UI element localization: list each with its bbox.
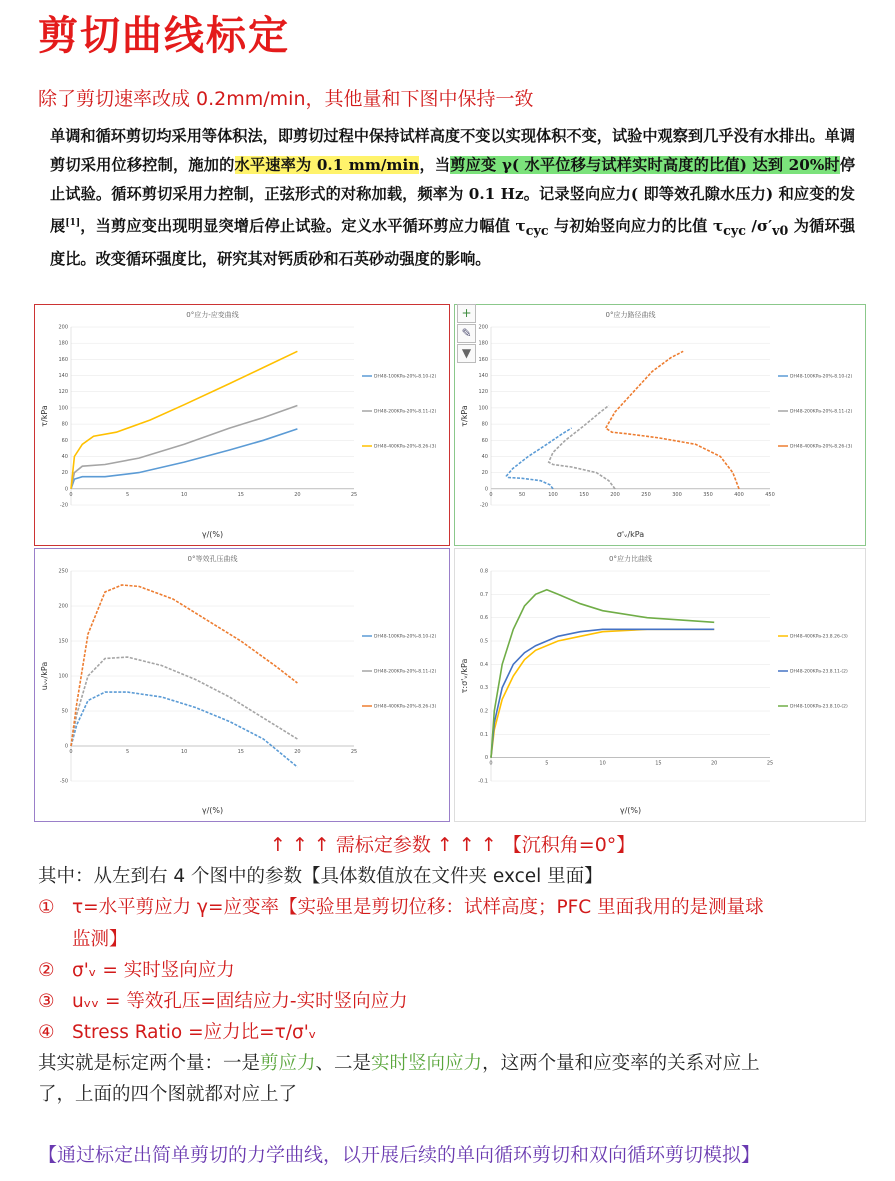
reference: [1]	[65, 218, 81, 228]
x-tick-label: 10	[181, 749, 188, 755]
brush-icon[interactable]: ✎	[457, 324, 476, 343]
series-line	[491, 629, 714, 757]
y-tick-label: 80	[481, 421, 488, 428]
chart-title: 0°应力比曲线	[609, 555, 652, 563]
x-tick-label: 50	[518, 491, 526, 498]
y-tick-label: 20	[61, 470, 68, 477]
legend-label: DH48-400KPa-20%-8.26-(3)	[374, 444, 437, 450]
series-line	[549, 406, 615, 489]
x-tick-label: 15	[237, 749, 244, 755]
chart-title: 0°应力路径曲线	[605, 311, 656, 319]
y-tick-label: 120	[58, 389, 68, 396]
y-tick-label: 0.4	[480, 661, 488, 668]
y-tick-label: -20	[479, 502, 488, 509]
y-tick-label: 0.8	[480, 568, 488, 575]
x-tick-label: 250	[641, 491, 651, 498]
legend-label: DH48-200KPa-20%-8.11-(2)	[374, 409, 437, 415]
series-line	[71, 429, 297, 489]
y-tick-label: 0.7	[480, 591, 488, 598]
chart-stress-path[interactable]	[454, 304, 866, 546]
x-tick-label: 25	[350, 491, 358, 498]
y-tick-label: 160	[478, 356, 488, 363]
y-tick-label: 20	[481, 470, 488, 477]
y-tick-label: 100	[58, 673, 68, 680]
legend-label: DH48-200KPa-20%-8.11-(2)	[374, 669, 437, 675]
list-item: ① τ=水平剪应力 γ=应变率【实验里是剪切位移：试样高度；PFC 里面我用的是测量球	[38, 897, 764, 918]
y-tick-label: 80	[61, 421, 68, 428]
x-tick-label: 0	[69, 491, 73, 498]
y-tick-label: 200	[478, 324, 488, 331]
series-line	[606, 351, 739, 489]
y-tick-label: 60	[61, 437, 68, 444]
x-tick-label: 10	[181, 491, 188, 498]
y-tick-label: 0	[484, 755, 488, 762]
y-tick-label: 0.6	[480, 615, 488, 622]
legend-label: DH48-200KPa-23.8.11-(2)	[790, 669, 848, 675]
x-tick-label: 200	[610, 491, 620, 498]
x-tick-label: 15	[655, 760, 662, 767]
legend-label: DH48-400KPa-20%-8.26-(3)	[374, 704, 437, 710]
chart-svg	[35, 549, 449, 821]
legend-label: DH48-100KPa-20%-8.10-(2)	[374, 634, 437, 640]
x-tick-label: 150	[579, 491, 589, 498]
x-tick-label: 5	[126, 491, 130, 498]
method-paragraph: 单调和循环剪切均采用等体积法，即剪切过程中保持试样高度不变以实现体积不变，试验中观察到几乎没有水排出。单调剪切采用位移控制，施加的水平速率为 0.1 mm/min，当剪应变 γ( 水平位移与试样实时高度的比值) 达到 20%时停止试验。循环剪切采用力控制，正弦形式的对称加载，频率为 0.1 Hz。记录竖向应力( 即等效孔隙水压力) 和应变的发展[1]，当剪应变出现明显突增后停止试验。定义水平循环剪应力幅值 $\tau_{cyc}$ 与初始竖向应力的比值 $\tau_{cyc}$ $/\sigma'_{v0}$ 为循环强度比。改变循环强度比，研究其对钙质砂和石英砂动强度的影响。	[50, 127, 856, 269]
legend-label: DH48-400KPa-23.8.26-(3)	[790, 634, 848, 640]
list-item: 监测】	[72, 929, 128, 950]
chart-svg	[455, 305, 865, 545]
chart-stress-strain[interactable]	[34, 304, 450, 546]
legend-label: DH48-100KPa-23.8.10-(2)	[790, 704, 848, 710]
x-tick-label: 15	[237, 491, 244, 498]
x-tick-label: 20	[294, 491, 301, 498]
x-tick-label: 0	[489, 491, 493, 498]
y-tick-label: -50	[59, 778, 68, 785]
x-tick-label: 5	[545, 760, 549, 767]
legend-label: DH48-400KPa-20%-8.26-(3)	[790, 444, 853, 450]
series-line	[507, 428, 572, 489]
y-tick-label: 0	[484, 486, 488, 493]
x-tick-label: 400	[734, 491, 744, 498]
y-tick-label: 180	[58, 340, 68, 347]
x-axis-label: σ'ᵥ/kPa	[616, 530, 645, 539]
y-tick-label: 40	[481, 453, 488, 460]
x-tick-label: 5	[126, 749, 130, 755]
y-tick-label: 100	[478, 405, 488, 412]
y-tick-label: 200	[58, 603, 68, 610]
x-tick-label: 20	[294, 749, 301, 755]
y-tick-label: 140	[58, 373, 68, 380]
y-tick-label: 0.2	[480, 708, 488, 715]
add-element-icon[interactable]: +	[457, 304, 476, 323]
y-tick-label: 100	[58, 405, 68, 412]
y-tick-label: 150	[58, 638, 68, 645]
x-tick-label: 20	[711, 760, 718, 767]
y-tick-label: 0.5	[480, 638, 488, 645]
chart-pore-pressure[interactable]	[34, 548, 450, 822]
x-tick-label: 450	[765, 491, 775, 498]
calibration-note: ↑ ↑ ↑ 需标定参数 ↑ ↑ ↑ 【沉积角=0°】	[270, 834, 636, 856]
summary-line-2: 了，上面的四个图就都对应上了	[38, 1084, 298, 1105]
page-title: 剪切曲线标定	[38, 13, 290, 59]
y-tick-label: 50	[61, 708, 68, 715]
y-tick-label: 60	[481, 437, 488, 444]
x-tick-label: 0	[489, 760, 493, 767]
list-item: ③ uᵥᵥ = 等效孔压=固结应力-实时竖向应力	[38, 991, 408, 1012]
y-tick-label: 200	[58, 324, 68, 331]
x-tick-label: 0	[69, 749, 73, 755]
chart-svg	[35, 305, 449, 545]
series-line	[491, 590, 714, 758]
y-tick-label: 140	[478, 373, 488, 380]
y-tick-label: -0.1	[478, 778, 488, 785]
series-line	[71, 692, 297, 767]
y-tick-label: 160	[58, 356, 68, 363]
chart-stress-ratio[interactable]	[454, 548, 866, 822]
legend-label: DH48-100KPa-20%-8.10-(2)	[790, 374, 853, 380]
series-line	[71, 657, 297, 746]
y-tick-label: 0.1	[480, 731, 488, 738]
y-axis-label: τ/kPa	[460, 405, 469, 427]
subtitle: 除了剪切速率改成 0.2mm/min，其他量和下图中保持一致	[38, 88, 534, 110]
y-tick-label: 180	[478, 340, 488, 347]
series-line	[71, 351, 297, 489]
y-tick-label: 0	[64, 486, 68, 493]
list-item: ② σ'ᵥ = 实时竖向应力	[38, 960, 235, 981]
chart-title: 0°应力-应变曲线	[186, 311, 239, 319]
charts-area	[34, 300, 866, 822]
series-line	[491, 629, 714, 757]
summary-line-1: 其实就是标定两个量：一是剪应力、二是实时竖向应力，这两个量和应变率的关系对应上	[38, 1053, 760, 1074]
chart-title: 0°等效孔压曲线	[187, 555, 238, 563]
y-tick-label: 0.3	[480, 685, 488, 692]
filter-icon[interactable]: ▼	[457, 344, 476, 363]
x-axis-label: γ/(%)	[201, 806, 224, 815]
x-tick-label: 25	[766, 760, 774, 767]
y-tick-label: -20	[59, 502, 68, 509]
x-tick-label: 350	[703, 491, 713, 498]
list-item: ④ Stress Ratio =应力比=τ/σ'ᵥ	[38, 1022, 317, 1043]
y-axis-label: uᵥᵥ/kPa	[40, 661, 49, 691]
x-tick-label: 25	[350, 749, 358, 755]
x-axis-label: γ/(%)	[619, 806, 642, 815]
highlight-rate: 水平速率为 0.1 mm/min	[234, 156, 420, 174]
x-tick-label: 100	[548, 491, 558, 498]
y-axis-label: τ:σ'ᵥ/kPa	[460, 658, 469, 694]
legend-label: DH48-200KPa-20%-8.11-(2)	[790, 409, 853, 415]
x-axis-label: γ/(%)	[201, 530, 224, 539]
chart-svg	[455, 549, 865, 821]
y-tick-label: 120	[478, 389, 488, 396]
series-line	[71, 585, 297, 746]
legend-label: DH48-100KPa-20%-8.10-(2)	[374, 374, 437, 380]
y-axis-label: τ/kPa	[40, 405, 49, 427]
conclusion-note: 【通过标定出简单剪切的力学曲线，以开展后续的单向循环剪切和双向循环剪切模拟】	[38, 1144, 761, 1166]
y-tick-label: 40	[61, 453, 68, 460]
x-tick-label: 10	[599, 760, 606, 767]
y-tick-label: 250	[58, 568, 68, 575]
params-intro: 其中：从左到右 4 个图中的参数【具体数值放在文件夹 excel 里面】	[38, 866, 603, 887]
y-tick-label: 0	[64, 743, 68, 750]
x-tick-label: 300	[672, 491, 682, 498]
highlight-strain: 剪应变 γ( 水平位移与试样实时高度的比值) 达到 20%时	[450, 156, 840, 174]
